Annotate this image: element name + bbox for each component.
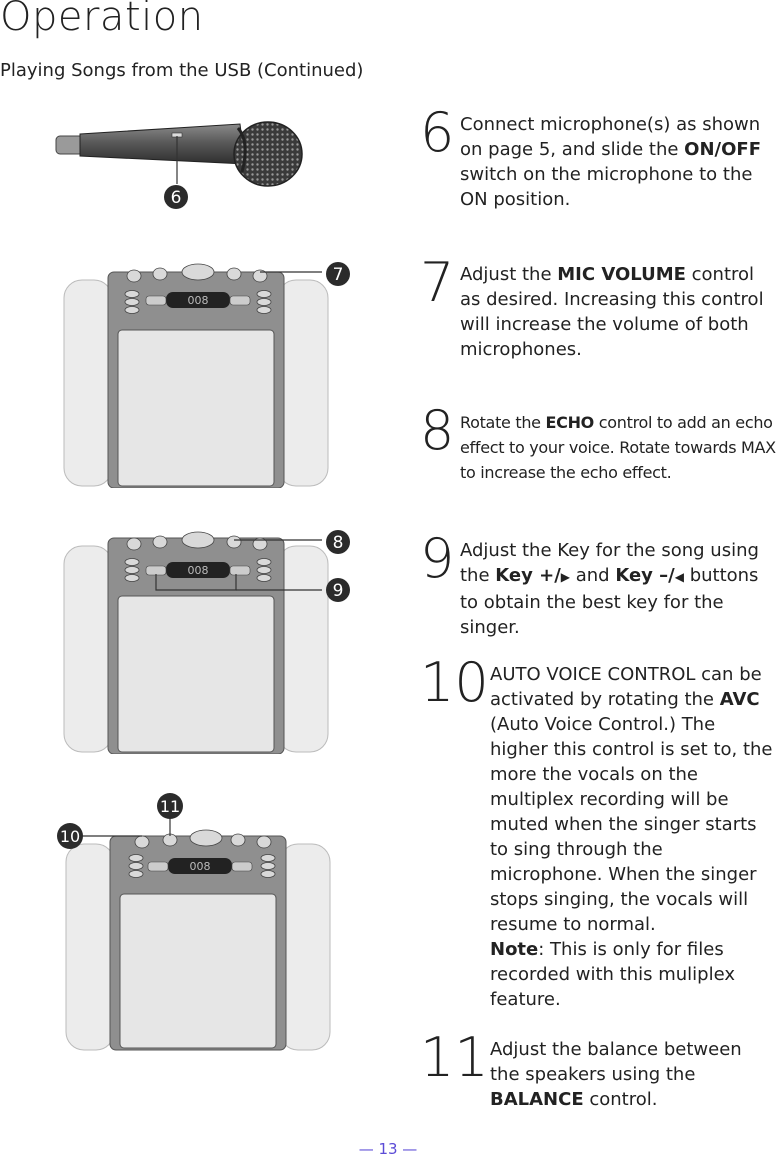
play-back-icon: ◀: [674, 570, 684, 584]
callout-7-label: 7: [332, 265, 344, 285]
callout-11-label: 11: [159, 797, 181, 816]
step-number: 10: [420, 651, 489, 714]
page-number: — 13 —: [358, 1140, 418, 1158]
karaoke-unit-illustration-7: [60, 258, 360, 488]
karaoke-unit-illustration-8-9: [60, 524, 360, 754]
step-number: 6: [420, 101, 455, 164]
step-text: Adjust the Key for the song using the Key +/▶ and Key –/◀ buttons to obtain the best key for the singer.: [460, 540, 759, 638]
step-text: Adjust the balance between the speakers using the BALANCE control.: [490, 1039, 742, 1110]
display-readout: 008: [187, 294, 209, 307]
note-label: Note: [490, 939, 539, 960]
step-text: Rotate the ECHO control to add an echo effect to your voice. Rotate towards MAX to increase the echo effect.: [460, 413, 776, 482]
karaoke-unit-illustration-10-11: [52, 790, 352, 1054]
step-text: Connect microphone(s) as shown on page 5, and slide the ON/OFF switch on the microphone to the ON position.: [460, 114, 762, 210]
callout-6-label: 6: [170, 188, 182, 208]
callout-10-label: 10: [59, 827, 81, 846]
play-forward-icon: ▶: [560, 570, 570, 584]
step-text: Adjust the MIC VOLUME control as desired. Increasing this control will increase the volume of both microphones.: [460, 264, 764, 360]
step-number: 11: [420, 1026, 489, 1089]
page-title: Operation: [0, 0, 204, 40]
step-number: 7: [420, 251, 455, 314]
display-readout: 008: [187, 564, 209, 577]
step-text: AUTO VOICE CONTROL can be activated by rotating the AVC (Auto Voice Control.) The higher this control is set to, the more the vocals on the multiplex recording will be muted when the singer starts to sing through the microphone. When the singer stops singing, the vocals will resume to normal. Note: This is only for files recorded with this muliplex feature.: [490, 664, 773, 1010]
step-number: 9: [420, 527, 455, 590]
page-subtitle: Playing Songs from the USB (Continued): [0, 60, 364, 81]
callout-8-label: 8: [332, 533, 344, 553]
step-number: 8: [420, 399, 455, 462]
display-readout: 008: [189, 860, 211, 873]
microphone-illustration: [50, 112, 310, 216]
callout-9-label: 9: [332, 581, 344, 601]
